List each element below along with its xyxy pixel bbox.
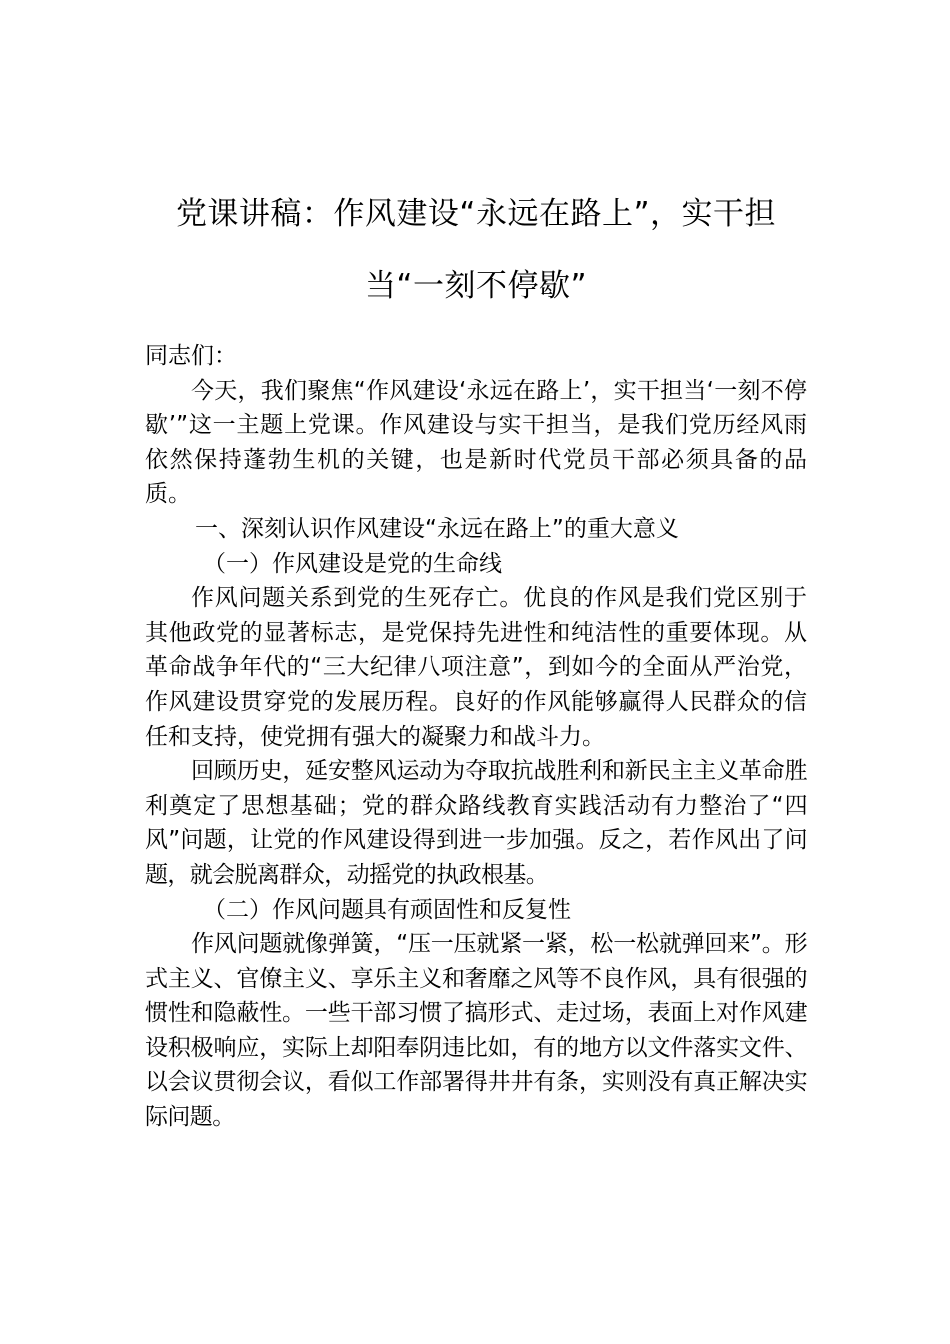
document-body [145,339,807,1135]
subsection-heading-1: （一）作风建设是党的生命线 [203,550,502,577]
document-title [145,178,807,322]
title-line-2: 当“一刻不停歇” [364,268,588,304]
body-paragraph: 作风问题关系到党的生死存亡。优良的作风是我们党区别于其他政党的显著标志，是党保持先进性和纯洁性的重要体现。从革命战争年代的“三大纪律八项注意”，到如今的全面从严治党，作风建设贯穿党的发展历程。良好的作风能够赢得人民群众的信任和支持，使党拥有强大的凝聚力和战斗力。 [145,585,807,750]
intro-paragraph: 今天，我们聚焦“作风建设‘永远在路上’，实干担当‘一刻不停歇’”这一主题上党课。作风建设与实干担当，是我们党历经风雨依然保持蓬勃生机的关键，也是新时代党员干部必须具备的品质。 [145,377,807,508]
salutation: 同志们： [145,343,237,369]
title-line-1: 党课讲稿：作风建设“永远在路上”，实干担 [175,196,777,232]
body-paragraph: 回顾历史，延安整风运动为夺取抗战胜利和新民主主义革命胜利奠定了思想基础；党的群众路线教育实践活动有力整治了“四风”问题，让党的作风建设得到进一步加强。反之，若作风出了问题，就会脱离群众，动摇党的执政根基。 [145,758,807,888]
section-heading-1: 一、深刻认识作风建设“永远在路上”的重大意义 [195,515,679,542]
document-page [145,0,807,1344]
subsection-heading-2: （二）作风问题具有顽固性和反复性 [203,896,571,923]
body-paragraph: 作风问题就像弹簧，“压一压就紧一紧，松一松就弹回来”。形式主义、官僚主义、享乐主义和奢靡之风等不良作风，具有很强的惯性和隐蔽性。一些干部习惯了搞形式、走过场，表面上对作风建设积极响应，实际上却阳奉阴违比如，有的地方以文件落实文件、以会议贯彻会议，看似工作部署得井井有条，实则没有真正解决实际问题。 [145,931,807,1131]
